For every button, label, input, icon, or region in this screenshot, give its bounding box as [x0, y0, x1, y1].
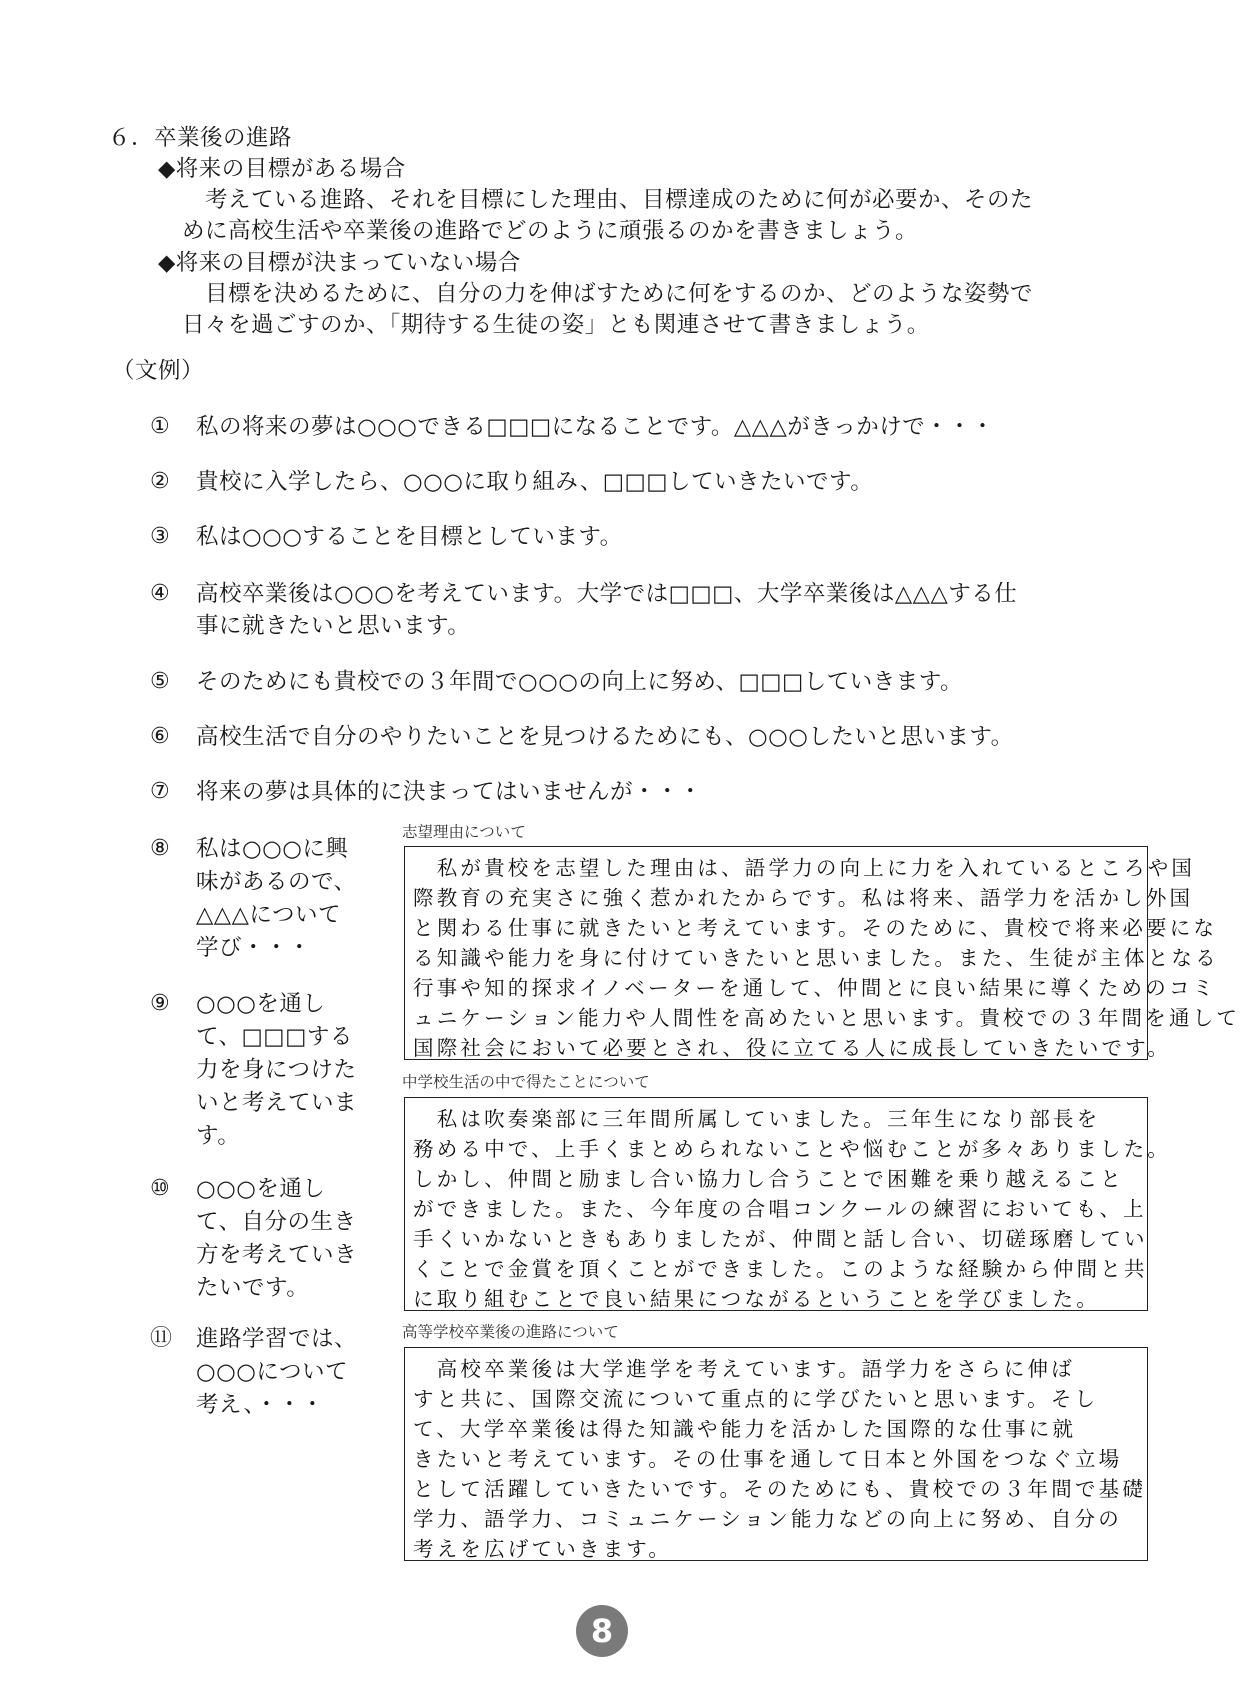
example-line: て、□□□する: [196, 1024, 353, 1050]
example-line: 事に就きたいと思います。: [196, 613, 471, 639]
example-line: 貴校に入学したら、○○○に取り組み、□□□していきたいです。: [196, 469, 874, 495]
sample-line: ができました。また、今年度の合唱コンクールの練習においても、上: [413, 1197, 1147, 1221]
example-line: 味があるので、: [196, 869, 357, 895]
example-number: ⑤: [150, 669, 170, 694]
example-line: 私は○○○に興: [196, 836, 349, 862]
example-number: ①: [150, 414, 170, 439]
example-number: ②: [150, 469, 170, 494]
sample-line: きたいと考えています。その仕事を通して日本と外国をつなぐ立場: [413, 1447, 1123, 1471]
sample-caption: 高等学校卒業後の進路について: [402, 1323, 619, 1341]
sample-line: すと共に、国際交流について重点的に学びたいと思います。そし: [413, 1387, 1099, 1411]
case2-body-line2: 日々を過ごすのか、「期待する生徒の姿」とも関連させて書きましょう。: [182, 312, 930, 338]
sample-line: 手くいかないときもありましたが、仲間と話し合い、切磋琢磨してい: [413, 1227, 1148, 1251]
example-line: △△△について: [196, 902, 341, 928]
sample-line: 行事や知的探求イノベーターを通して、仲間とに良い結果に導くためのコミ: [413, 976, 1217, 1000]
sample-caption: 中学校生活の中で得たことについて: [402, 1073, 650, 1091]
sample-line: しかし、仲間と励まし合い協力し合うことで困難を乗り越えること: [413, 1167, 1124, 1191]
example-number: ③: [150, 524, 170, 549]
case2-title: ◆将来の目標が決まっていない場合: [158, 250, 521, 276]
sample-line: と関わる仕事に就きたいと考えています。そのために、貴校で将来必要にな: [413, 916, 1218, 940]
sample-line: に取り組むことで良い結果につながるということを学びました。: [413, 1287, 1100, 1311]
example-line: ○○○について: [196, 1359, 348, 1385]
example-number: ⑪: [150, 1326, 173, 1351]
sample-line: くことで金賞を頂くことができました。このような経験から仲間と共: [413, 1257, 1148, 1281]
example-line: 高校卒業後は○○○を考えています。大学では□□□、大学卒業後は△△△する仕: [196, 581, 1018, 607]
sample-line: として活躍していきたいです。そのためにも、貴校での３年間で基礎: [413, 1477, 1147, 1501]
example-number: ⑧: [150, 836, 170, 861]
example-line: 私は○○○することを目標としています。: [196, 524, 623, 550]
sample-line: 考えを広げていきます。: [413, 1537, 673, 1561]
example-line: たいです。: [196, 1275, 310, 1301]
example-line: 方を考えていき: [196, 1242, 358, 1268]
example-number: ⑦: [150, 779, 170, 804]
sample-line: 際教育の充実さに強く惹かれたからです。私は将来、語学力を活かし外国: [413, 886, 1194, 910]
example-line: 力を身につけた: [196, 1057, 357, 1083]
example-number: ⑩: [150, 1176, 170, 1201]
sample-line: ュニケーション能力や人間性を高めたいと思います。貴校での３年間を通して: [413, 1006, 1240, 1030]
case1-body-line1: 考えている進路、それを目標にした理由、目標達成のために何が必要か、そのた: [182, 187, 1034, 213]
sample-line: 務める中で、上手くまとめられないことや悩むことが多々ありました。: [413, 1137, 1171, 1161]
sample-line: 学力、語学力、コミュニケーション能力などの向上に努め、自分の: [413, 1507, 1122, 1531]
example-line: いと考えていま: [196, 1090, 358, 1116]
page-number-badge: 8: [576, 1605, 628, 1657]
sample-line: 私は吹奏楽部に三年間所属していました。三年生になり部長を: [413, 1107, 1101, 1131]
case2-body-line1: 目標を決めるために、自分の力を伸ばすために何をするのか、どのような姿勢で: [182, 281, 1034, 307]
sample-caption: 志望理由について: [402, 823, 526, 841]
example-number: ⑨: [150, 991, 170, 1016]
example-line: そのためにも貴校での３年間で○○○の向上に努め、□□□していきます。: [196, 669, 963, 695]
sample-line: 高校卒業後は大学進学を考えています。語学力をさらに伸ば: [413, 1357, 1075, 1381]
example-line: 私の将来の夢は○○○できる□□□になることです。△△△がきっかけで・・・: [196, 414, 995, 440]
example-line: 学び・・・: [196, 935, 312, 961]
section-heading: ６．卒業後の進路: [108, 125, 293, 151]
example-line: 高校生活で自分のやりたいことを見つけるためにも、○○○したいと思います。: [196, 724, 1014, 750]
example-line: ○○○を通し: [196, 1176, 326, 1202]
example-label: （文例）: [112, 358, 205, 384]
sample-line: て、大学卒業後は得た知識や能力を活かした国際的な仕事に就: [413, 1417, 1077, 1441]
example-line: て、自分の生き: [196, 1209, 357, 1235]
sample-box-career: [404, 1347, 1148, 1561]
example-line: す。: [196, 1123, 241, 1149]
sample-box-junior-high: [404, 1097, 1171, 1311]
case1-title: ◆将来の目標がある場合: [158, 156, 406, 182]
example-number: ④: [150, 581, 170, 606]
example-line: 将来の夢は具体的に決まってはいませんが・・・: [196, 779, 703, 805]
sample-line: 国際社会において必要とされ、役に立てる人に成長していきたいです。: [413, 1036, 1171, 1060]
example-line: 考え、・・・: [196, 1392, 325, 1418]
example-line: ○○○を通し: [196, 991, 326, 1017]
example-number: ⑥: [150, 724, 170, 749]
example-line: 進路学習では、: [196, 1326, 358, 1352]
sample-line: る知識や能力を身に付けていきたいと思いました。また、生徒が主体となる: [413, 946, 1219, 970]
case1-body-line2: めに高校生活や卒業後の進路でどのように頑張るのかを書きましょう。: [182, 218, 919, 244]
sample-box-motivation: [404, 846, 1240, 1060]
sample-line: 私が貴校を志望した理由は、語学力の向上に力を入れているところや国: [413, 856, 1196, 880]
